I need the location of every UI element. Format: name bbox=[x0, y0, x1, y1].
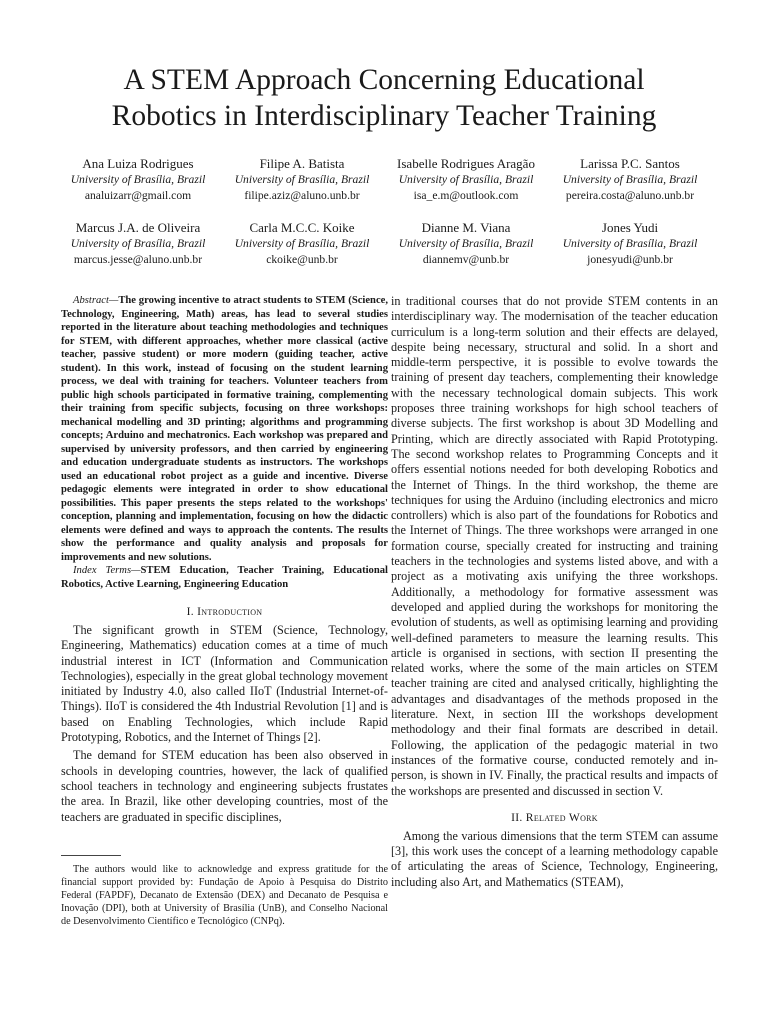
paper-title bbox=[40, 62, 728, 134]
author-email: ckoike@unb.br bbox=[266, 253, 338, 266]
author-name: Jones Yudi bbox=[601, 220, 659, 235]
author-block bbox=[548, 156, 712, 204]
author-email: marcus.jesse@aluno.unb.br bbox=[73, 253, 203, 266]
author-name: Larissa P.C. Santos bbox=[580, 156, 680, 171]
footnote: The authors would like to acknowledge and express gratitude for the financial support provided by: Fundação de Apoio à Pesquisa do Distrito Federal (FAPDF), Decanato de Extensão (DEX) and Decanato de Pesquisa e Inovação (DPI), both at University of Brasília (UnB), and Conselho Nacional de Desenvolvimento Científico e Tecnológico (CNPq). bbox=[61, 864, 388, 927]
left-column bbox=[61, 294, 388, 825]
index-terms-label: Index Terms— bbox=[73, 565, 141, 576]
author-name: Filipe A. Batista bbox=[259, 156, 345, 171]
author-affiliation: University of Brasília, Brazil bbox=[398, 173, 534, 186]
right-column bbox=[391, 294, 718, 890]
author-block bbox=[548, 220, 712, 268]
author-block bbox=[384, 156, 548, 204]
intro-paragraph-1: The significant growth in STEM (Science, Technology, Engineering, Mathematics) education comes at a time of much industrial interest in ICT (Information and Communication Technologies), especially in the great global technology movement initiated by Industry 4.0, also called IIoT (Industrial Internet-of-Things). IIoT is considered the 4th Industrial Revolution [1] and is based on Enabling Technologies, which include Rapid Prototyping, Robotics, and the Internet of Things [2]. bbox=[61, 623, 388, 745]
author-name: Carla M.C.C. Koike bbox=[249, 220, 355, 235]
title-line-2: Robotics in Interdisciplinary Teacher Training bbox=[111, 100, 657, 132]
author-name: Dianne M. Viana bbox=[421, 220, 511, 235]
author-row-1 bbox=[56, 156, 712, 204]
author-name: Isabelle Rodrigues Aragão bbox=[397, 156, 535, 171]
author-affiliation: University of Brasília, Brazil bbox=[562, 237, 698, 250]
intro-continuation: in traditional courses that do not provide STEM contents in an interdisciplinary way. The modernisation of the teacher education curriculum is a long-term solution and their effects are delayed, despite being necessary, structural and solid. In a short and middle-term perspective, it is possible to evolve towards the training of present day teachers, complementing their knowledge with the necessary technological domain subjects. This work proposes three training workshops for high school teachers of diverse subjects. The first workshop is about 3D Modelling and Printing, which are directly associated with Rapid Prototyping. The second workshop relates to Programming Concepts and it offers essential notions needed for both developing Robotics and the Internet of Things. In the third workshop, the theme are techniques for using the Arduino (including electronics and micro controllers) which is also part of the foundations for Robotics and the Internet of Things. The three workshops were arranged in one formation course, specially created for instructing and training teachers in the technologies and systems listed above, and with a project as a motivating axis unifying the three workshops. Additionally, a methodology for formative assessment was developed and applied during the workshops for monitoring the evolution of students, as well as optimising learning and providing well-defined parameters to measure the learning results. This article is organised in sections, with section II presenting the related works, where the some of the main articles on STEM teacher training are cited and analysed critically, highlighting the advantages and disadvantages of the methods proposed in the literature. Next, in section III the workshops development methodology and their final formats are described in detail. Following, the application of the pedagogic material in two instances of the formative course, conducted remotely and in-person, is shown in IV. Finally, the practical results and impacts of the workshops are presented and discussed in section V. bbox=[391, 294, 718, 798]
section-heading-introduction: I. Introduction bbox=[186, 605, 263, 618]
section-heading-related-work: II. Related Work bbox=[511, 810, 598, 824]
author-block bbox=[56, 156, 220, 204]
author-affiliation: University of Brasília, Brazil bbox=[398, 237, 534, 250]
author-email: isa_e.m@outlook.com bbox=[413, 189, 519, 202]
index-terms-text: STEM Education, Teacher Training, Educational Robotics, Active Learning, Engineering Education bbox=[61, 565, 388, 590]
abstract-text: The growing incentive to atract students to STEM (Science, Technology, Engineering, Math) areas, has lead to several studies reported in the literature about teaching methodologies and techniques for STEM, with different approaches, whether more classical (active teacher, passive student) or more modern (guiding teacher, active student). In this work, instead of focusing on the student learning process, we deal with training for teachers. Volunteer teachers from public high schools participated in formative training, complementing their training from specific subjects, focusing on three workshops: mechanical modelling and 3D printing; algorithms and programming concepts; Arduino and mechatronics. Each workshop was prepared and supervised by university professors, and then carried by engineering and education undergraduate students as instructors. The workshops used an educational robot project as a guide and incentive. Diverse pedagogic elements were integrated in order to show educational possibilities. This paper presents the steps related to the workshops' conception, planning and implementation, focusing on how the didactic elements were defined and ways to approach the contents. The results show the performance and quality analysis and proposals for improvements and new solutions. bbox=[61, 295, 388, 563]
author-email: pereira.costa@aluno.unb.br bbox=[565, 189, 695, 202]
author-name: Marcus J.A. de Oliveira bbox=[75, 220, 201, 235]
author-email: filipe.aziz@aluno.unb.br bbox=[244, 189, 360, 202]
intro-paragraph-2: The demand for STEM education has been also observed in schools in developing countries, however, the lack of qualified school teachers in technology and engineering subjects frustates the area. In Brazil, like other developing countries, most of the teachers are graduated in specific disciplines, bbox=[61, 748, 388, 824]
abstract-label: Abstract— bbox=[73, 295, 119, 306]
author-block bbox=[220, 156, 384, 204]
author-email: analuizarr@gmail.com bbox=[84, 189, 192, 202]
title-line-1: A STEM Approach Concerning Educational bbox=[123, 64, 645, 96]
abstract bbox=[61, 294, 388, 564]
footnote-rule bbox=[61, 855, 121, 856]
author-affiliation: University of Brasília, Brazil bbox=[562, 173, 698, 186]
author-affiliation: University of Brasília, Brazil bbox=[70, 173, 206, 186]
author-block bbox=[220, 220, 384, 268]
author-block bbox=[56, 220, 220, 268]
author-email: jonesyudi@unb.br bbox=[587, 253, 673, 266]
author-block bbox=[384, 220, 548, 268]
author-email: diannemv@unb.br bbox=[422, 253, 510, 266]
related-work-paragraph: Among the various dimensions that the term STEM can assume [3], this work uses the concept of a learning methodology capable of articulating the areas of Science, Technology, Engineering, including also Art, and Mathematics (STEAM), bbox=[391, 828, 718, 889]
author-affiliation: University of Brasília, Brazil bbox=[234, 173, 370, 186]
author-name: Ana Luiza Rodrigues bbox=[82, 156, 194, 171]
author-row-2 bbox=[56, 220, 712, 268]
author-affiliation: University of Brasília, Brazil bbox=[234, 237, 370, 250]
index-terms bbox=[61, 564, 388, 591]
author-affiliation: University of Brasília, Brazil bbox=[70, 237, 206, 250]
